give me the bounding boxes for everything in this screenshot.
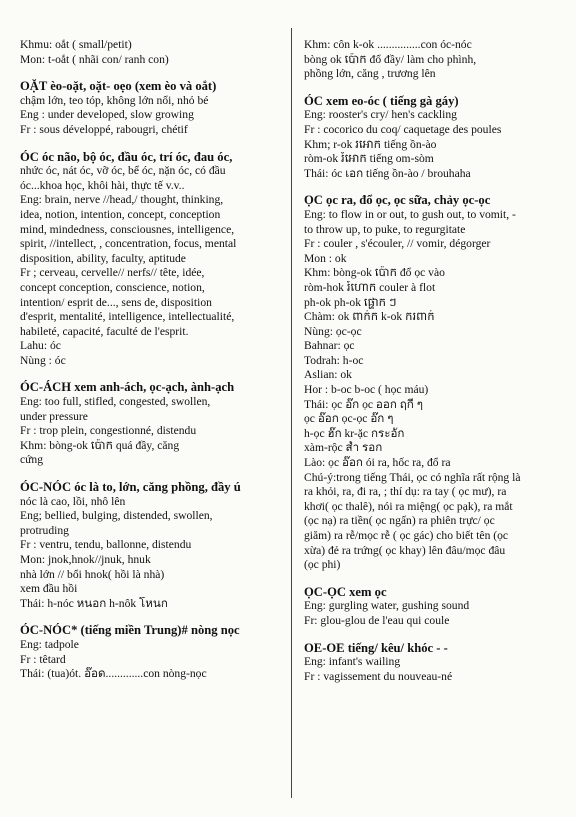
entry-line: ròm-hok រំហោក couler à flot [304,280,436,294]
right-column [304,38,562,684]
entry-line: Fr : ventru, tendu, ballonne, distendu [20,538,192,552]
entry-line: spirit, //intellect, , concentration, focus, mental [20,237,237,251]
column-divider [291,28,292,798]
entry-line: Todrah: h-oc [304,353,364,367]
entry-line: Aslian: ok [304,368,352,382]
entry-line: habileté, capacité, faculté de l'esprit. [20,324,189,338]
entry-line: concept conception, conscience, notion, [20,280,205,294]
entry-line: Mon: t-oắt ( nhãi con/ ranh con) [20,52,169,66]
entry-note: (ọc nạ) ra tiền( ọc ngấn) ra phiên trực/ ọc [304,514,495,528]
entry-line: phồng lớn, căng , trương lên [304,67,436,81]
entry-line: d'esprit, mentalité, intelligence, intellectualité, [20,310,235,324]
entry-line: nhà lớn // bổi hnok( hồi là nhà) [20,567,165,581]
entry-line: Thái: h-nóc หนอก h-nôk โหนก [20,596,168,610]
entry-line: Thái: (tua)ót. อ๊อด.............con nòng-nọc [20,667,207,681]
entry-line: Eng: tadpole [20,637,79,651]
entry-line: bòng ok ប៉ោក đổ đầy/ làm cho phình, [304,52,477,66]
left-column [20,38,282,682]
entry-line: Fr : vagissement du nouveau-né [304,669,453,683]
entry-line: Bahnar: ọc [304,339,355,353]
entry-line: disposition, ability, faculty, aptitude [20,251,186,265]
entry-line: Fr : trop plein, congestionné, distendu [20,424,197,438]
entry-line: Fr : cocorico du coq/ caquetage des poules [304,122,502,136]
entry-line: Khm: côn k-ok ...............con óc-nóc [304,38,472,51]
headword-oc-noc: ÓC-NÓC óc là to, lớn, căng phồng, đầy ú [20,480,241,495]
entry-line: intention/ esprit de..., sens de, disposition [20,295,212,309]
entry-line: ph-ok ph-ok ផ្ហោក ៗ [304,295,397,309]
entry-line: Hor : b-oc b-oc ( học máu) [304,383,429,397]
headword-oe-oe: OE-OE tiếng/ kêu/ khóc - - [304,640,448,655]
entry-line: Khmu: oắt ( small/petit) [20,38,132,51]
headword-oc-ach: ÓC-ÁCH xem anh-ách, ọc-ạch, ành-ạch [20,380,235,395]
entry-line: Eng : under developed, slow growing [20,108,194,122]
entry-line: Fr : sous développé, rabougri, chétif [20,122,188,136]
entry-line: Eng: infant's wailing [304,655,401,669]
entry-line: nóc là cao, lồi, nhô lên [20,494,126,508]
entry-line: Eng; bellied, bulging, distended, swollen, [20,509,213,523]
headword-oc-oc: ỌC-ỌC xem ọc [304,584,387,599]
entry-line: Nùng: ọc-ọc [304,324,362,338]
headword-oc: ÓC óc não, bộ óc, đầu óc, trí óc, đau óc, [20,149,233,164]
entry-note: giăm) ra rễ/mọc rễ ( ọc gác) cho biết tên (ọc [304,529,509,542]
entry-line: Khm; r-ok រអោក tiếng ồn-ào [304,137,437,151]
entry-line: Eng: brain, nerve //head,/ thought, thinking, [20,193,224,207]
entry-line: Eng: too full, stifled, congested, swollen, [20,395,211,409]
entry-line: Eng: rooster's cry/ hen's cackling [304,108,457,122]
entry-line: Eng: gurgling water, gushing sound [304,599,470,613]
entry-line: Mon: jnok,hnok//jnuk, hnuk [20,553,151,566]
entry-line: óc...khoa học, khôi hài, thực tế v.v.. [20,178,185,192]
entry-note: xừa) đẻ ra trứng( ọc khay) lên đâu/mọc đâu [304,543,506,557]
entry-line: xem đầu hồi [20,582,78,596]
entry-line: nhức óc, nát óc, vỡ óc, bể óc, nặn óc, có đầu [20,164,226,178]
entry-note: Chú-ý:trong tiếng Thái, ọc có nghĩa rất rộng là [304,470,521,484]
entry-line: Thái: ọc อ๊ก ọc ออก ฤกี่ ๆ [304,397,423,411]
entry-note: khơi( ọc thalê), nói ra miệng( ọc pạk), ra mắt [304,499,513,513]
entry-line: ọc อ๊อก ọc-ọc อ๊ก ๆ [304,412,394,426]
headword-oc-noc-central: ÓC-NÓC* (tiếng miền Trung)# nòng nọc [20,623,240,638]
entry-line: xàm-rộc ส้ำ รอก [304,441,383,455]
entry-note: ra khỏi, ra, đi ra, ; thí dụ: ra tay ( ọc mư), ra [304,485,507,499]
entry-line: Lào: ọc อ๊อก ói ra, hốc ra, đổ ra [304,456,451,470]
entry-line: Chàm: ok ពាក់ក k-ok ករពាក់ [304,310,435,324]
entry-line: Mon : ok [304,251,347,265]
entry-line: mind, mindedness, consciousnes, intelligence, [20,222,235,236]
entry-line: h-ọc ฮ๊ก kr-ặc กระอัก [304,426,405,440]
entry-line: under pressure [20,409,88,423]
entry-line: protruding [20,523,69,537]
headword-oc-flow: ỌC ọc ra, đổ ọc, ọc sữa, chảy ọc-ọc [304,193,491,208]
entry-line: Fr ; cerveau, cervelle// nerfs// tête, idée, [20,266,205,280]
entry-line: Khm: bòng-ok ប៉ោក quá đầy, căng [20,438,180,452]
entry-line: Fr : couler , s'écouler, // vomir, dégorger [304,237,491,251]
entry-line: Fr: glou-glou de l'eau qui coule [304,613,450,627]
headword-oc-rooster: ÓC xem eo-óc ( tiếng gà gáy) [304,93,459,108]
entry-line: Nùng : óc [20,353,66,367]
entry-note: (ọc phi) [304,558,341,572]
entry-line: Thái: óc เอก tiếng ồn-ào / brouhaha [304,166,471,180]
entry-line: cứng [20,453,44,467]
entry-line: idea, notion, intention, concept, conception [20,207,221,221]
entry-line: Khm: bòng-ok ប៉ោក đổ ọc vào [304,266,445,280]
entry-line: ròm-ok រំអោក tiếng om-sòm [304,152,434,166]
entry-line: chậm lớn, teo tóp, không lớn nổi, nhỏ bé [20,93,209,107]
entry-line: Eng: to flow in or out, to gush out, to vomit, - [304,207,516,221]
entry-line: to throw up, to puke, to regurgitate [304,222,466,236]
headword-oat: OẶT èo-oặt, oặt- oẹo (xem èo và oắt) [20,79,217,94]
entry-line: Lahu: óc [20,339,61,353]
entry-line: Fr : têtard [20,652,66,666]
